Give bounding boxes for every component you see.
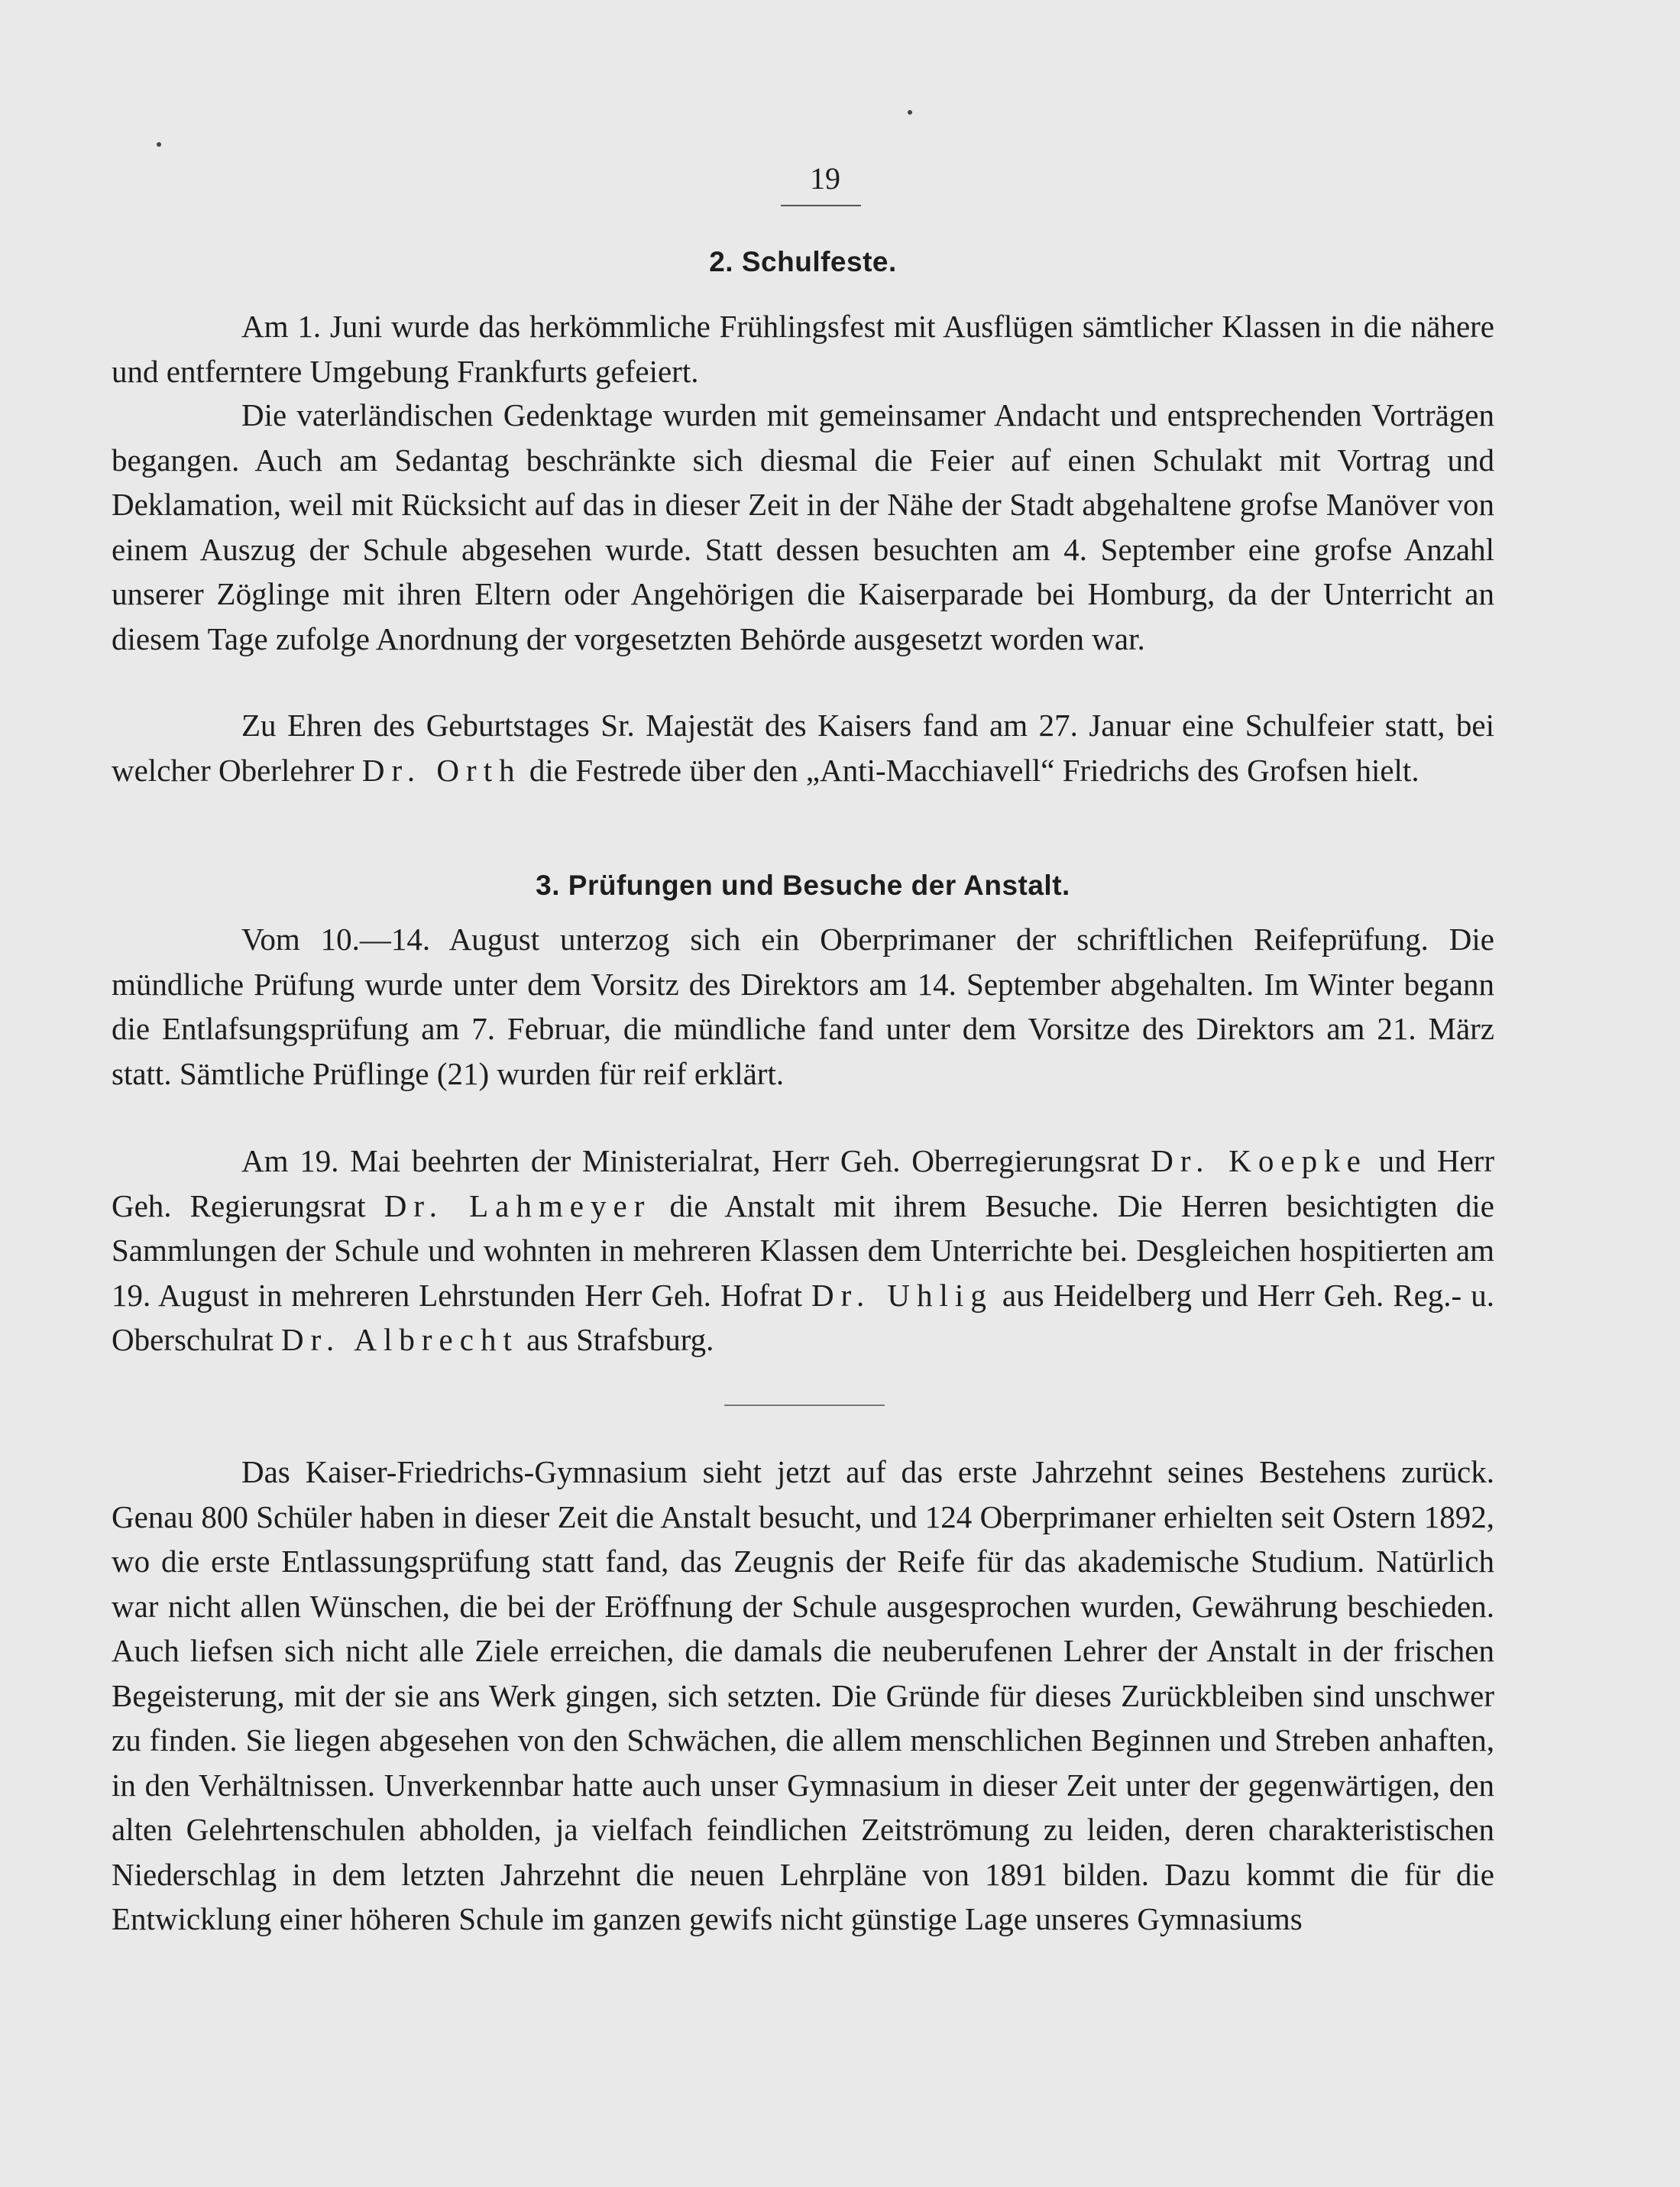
text-run: aus Heidelberg und Herr Geh. Reg.- u. Oberschulrat (112, 1277, 1494, 1357)
paragraph-fruehlingsfest: Am 1. Juni wurde das herkömmliche Frühlingsfest mit Ausflügen sämtlicher Klassen in die nähere und entferntere Umgebung Frankfurts gefeiert. (112, 309, 1494, 389)
ink-speck (908, 110, 912, 115)
text-run: Zu Ehren des Geburtstages Sr. Majestät des Kaisers fand am 27. Januar eine Schulfeier statt, bei welcher Oberlehrer (112, 708, 1494, 788)
paragraph-jahrzehnt: Das Kaiser-Friedrichs-Gymnasium sieht jetzt auf das erste Jahrzehnt seines Bestehens zurück. Genau 800 Schüler haben in dieser Zeit die Anstalt besucht, und 124 Oberprimaner erhielten seit Ostern 1892, wo die erste Entlassungsprüfung statt fand, das Zeugnis der Reife für das akademische Studium. Natürlich war nicht allen Wünschen, die bei der Eröffnung der Schule ausgesprochen wurden, Gewährung beschieden. Auch liefsen sich nicht alle Ziele erreichen, die damals die neuberufenen Lehrer der Anstalt in der frischen Begeisterung, mit der sie ans Werk gingen, sich setzten. Die Gründe für dieses Zurückbleiben sind unschwer zu finden. Sie liegen abgesehen von den Schwächen, die allem menschlichen Beginnen und Streben anhaften, in den Verhältnissen. Unverkennbar hatte auch unser Gymnasium in dieser Zeit unter der gegenwärtigen, den alten Gelehrtenschulen abholden, ja vielfach feindlichen Zeitströmung zu leiden, deren charakteristischen Niederschlag in dem letzten Jahrzehnt die neuen Lehrpläne von 1891 bilden. Dazu kommt die für die Entwicklung einer höheren Schule im ganzen gewifs nicht günstige Lage unseres Gymnasiums (112, 1454, 1494, 1936)
text-run: die Festrede über den „Anti-Macchiavell“ Friedrichs des Grofsen hielt. (521, 752, 1419, 788)
person-name: Dr. Lahmeyer (384, 1187, 652, 1223)
section-divider (724, 1405, 885, 1406)
page-number: 19 (810, 161, 840, 196)
paragraph-besuche (112, 1139, 1494, 1362)
ink-speck (157, 142, 161, 147)
text-run: aus Strafsburg. (518, 1322, 714, 1357)
paragraph-gedenktage: Die vaterländischen Gedenktage wurden mit gemeinsamer Andacht und entsprechenden Vorträgen begangen. Auch am Sedantag beschränkte sich diesmal die Feier auf einen Schulakt mit Vortrag und Deklamation, weil mit Rücksicht auf das in dieser Zeit in der Nähe der Stadt abgehaltene grofse Manöver von einem Auszug der Schule abgesehen wurde. Statt dessen besuchten am 4. September eine grofse Anzahl unserer Zöglinge mit ihren Eltern oder Angehörigen die Kaiserparade bei Homburg, da der Unterricht an diesem Tage zufolge Anordnung der vorgesetzten Behörde ausgesetzt worden war. (112, 397, 1494, 656)
person-name: Dr. Orth (361, 752, 522, 788)
text-run: Am 19. Mai beehrten der Ministerialrat, Herr Geh. Oberregierungsrat (241, 1143, 1151, 1178)
paragraph-kaisers-geburtstag (112, 703, 1494, 792)
text-run: die Anstalt mit ihrem Besuche. Die Herren besichtigten die Sammlungen der Schule und wohnten in mehreren Klassen dem Unterrichte bei. Desgleichen hospitierten am 19. August in mehreren Lehrstunden Herr Geh. Hofrat (112, 1187, 1494, 1313)
text-run: und Herr Geh. Regierungsrat (112, 1143, 1494, 1223)
person-name: Dr. Albrecht (281, 1322, 519, 1357)
person-name: Dr. Koepke (1151, 1143, 1368, 1178)
paragraph-reifepruefung: Vom 10.—14. August unterzog sich ein Oberprimaner der schriftlichen Reifeprüfung. Die mündliche Prüfung wurde unter dem Vorsitz des Direktors am 14. September abgehalten. Im Winter begann die Entlafsungsprüfung am 7. Februar, die mündliche fand unter dem Vorsitze des Direktors am 21. März statt. Sämtliche Prüflinge (21) wurden für reif erklärt. (112, 922, 1494, 1091)
page-number-rule (781, 205, 861, 206)
section-heading-pruefungen: 3. Prüfungen und Besuche der Anstalt. (536, 870, 1070, 901)
section-heading-schulfeste: 2. Schulfeste. (709, 246, 897, 277)
person-name: Dr. Uhlig (811, 1277, 993, 1313)
